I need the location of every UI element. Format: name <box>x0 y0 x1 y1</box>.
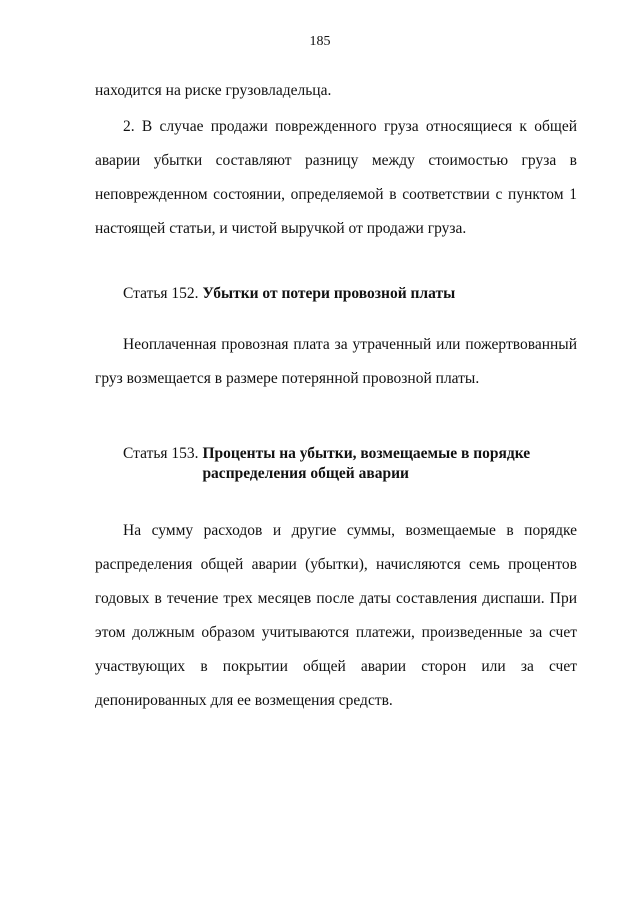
article-153-title-line-1: Проценты на убытки, возмещаемые в порядке <box>202 445 531 462</box>
paragraph-item-2: 2. В случае продажи поврежденного груза относящиеся к общей аварии убытки составляют разницу между стоимостью груза в неповрежденном состоянии, определяемой в соответствии с пунктом 1 настоящей статьи, и чистой выручкой от продажи груза. <box>95 118 577 237</box>
article-152-title: Убытки от потери провозной платы <box>202 285 456 302</box>
article-152-label: Статья 152. <box>123 285 199 302</box>
document-body <box>95 74 577 718</box>
article-153-text: На сумму расходов и другие суммы, возмещаемые в порядке распределения общей аварии (убытки), начисляются семь процентов годовых в течение трех месяцев после даты составления диспаши. При этом должным образом учитываются платежи, произведенные за счет участвующих в покрытии общей аварии сторон или за счет депонированных для ее возмещения средств. <box>95 522 577 709</box>
article-153-title <box>202 444 530 484</box>
paragraph-continuation: находится на риске грузовладельца. <box>95 82 332 99</box>
article-153-label: Статья 153. <box>123 445 199 462</box>
article-153-heading <box>95 444 577 484</box>
article-152-text: Неоплаченная провозная плата за утраченный или пожертвованный груз возмещается в размере потерянной провозной платы. <box>95 336 577 387</box>
article-152-heading <box>95 284 577 304</box>
page-number: 185 <box>309 34 331 49</box>
article-153-title-line-2: распределения общей аварии <box>202 465 409 482</box>
